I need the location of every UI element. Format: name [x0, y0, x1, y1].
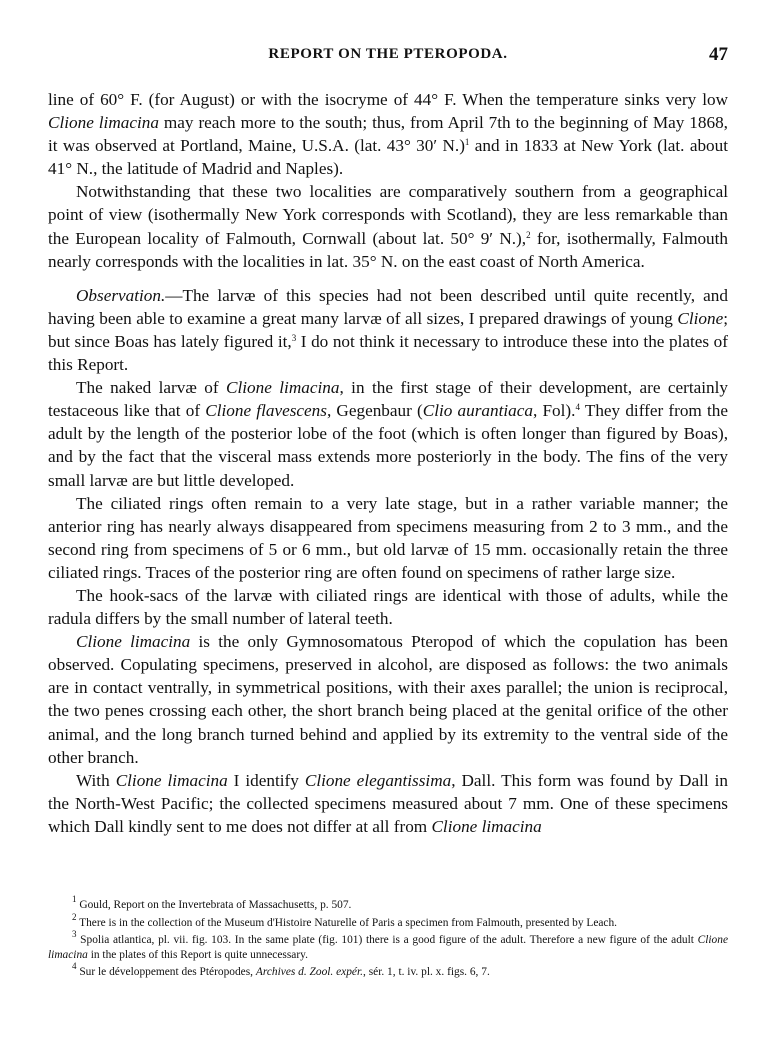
- footnote-text: There is in the collection of the Museum d'Histoire Naturelle of Paris a specimen from Falmouth, presented by Leach.: [76, 916, 618, 929]
- species-name: Clione limacina: [48, 113, 159, 133]
- species-name: Clione limacina: [48, 934, 728, 961]
- species-name: Clione limacina: [431, 816, 542, 836]
- footnotes: [48, 894, 728, 983]
- footnote-text: in the plates of this Report is quite unnecessary.: [87, 948, 308, 961]
- species-name: Clione limacina: [76, 632, 191, 652]
- text-run: line of 60° F. (for August) or with the isocryme of 44° F. When the temperature sinks very low: [48, 90, 728, 109]
- text-run: , Gegenbaur (: [326, 401, 423, 421]
- footnote-4: [48, 961, 728, 980]
- text-run: , Fol).: [532, 401, 576, 421]
- footnote-text: Spolia atlantica, pl. vii. fig. 103. In the same plate (fig. 101) there is a good figure of the adult. Therefore a new figure of the adult: [76, 934, 698, 947]
- paragraph-2: [48, 180, 728, 272]
- text-run: ; but since Boas has lately figured it,: [48, 308, 728, 351]
- paragraph-4: [48, 376, 728, 491]
- paragraph-1: [48, 88, 728, 180]
- text-run: I do not think it necessary to introduce these into the plates of this Report.: [48, 331, 728, 375]
- text-run: The naked larvæ of: [76, 378, 227, 398]
- paragraph-8: [48, 769, 728, 838]
- text-run: may reach more to the south; thus, from April 7th to the beginning of May 1868, it was observed at Portland, Maine, U.S.A. (lat. 43° 30′ N.): [48, 113, 728, 156]
- text-run: With: [76, 770, 116, 790]
- text-run: They differ from the adult by the length of the posterior lobe of the foot (which is often longer than figured by Boas), and by the fact that the visceral mass extends more posteriorly in the body. The fins of the very small larvæ are but little developed.: [48, 401, 728, 490]
- paragraph-3: [48, 284, 728, 376]
- footnote-1: [48, 894, 728, 913]
- species-name: Clione: [677, 308, 724, 328]
- page-header: [48, 44, 728, 68]
- paragraph-6: The hook-sacs of the larvæ with ciliated rings are identical with those of adults, while the radula differs by the small number of lateral teeth.: [48, 585, 728, 629]
- text-run: Notwithstanding that these two localities are comparatively southern from a geographical point of view (isothermally New York corresponds with Scotland), they are less remarkable than the European locality of Falmouth, Cornwall (about lat. 50° 9′ N.),: [48, 182, 728, 248]
- text-run: and in 1833 at New York (lat. about 41° N., the latitude of Madrid and Naples).: [48, 136, 729, 179]
- paragraph-7: [48, 630, 728, 769]
- footnote-mark: 4: [72, 961, 77, 972]
- body-text: [48, 88, 728, 838]
- footnote-mark: 1: [72, 894, 77, 904]
- text-run: for, isothermally, Falmouth nearly corresponds with the localities in lat. 35° N. on the east coast of North America.: [48, 228, 728, 271]
- footnote-ref-3: 3: [291, 332, 297, 343]
- species-name: Clione elegantissima: [304, 770, 452, 790]
- footnote-mark: 3: [72, 929, 77, 940]
- section-heading: Observation.: [76, 285, 166, 305]
- species-name: Clione limacina: [115, 770, 228, 790]
- journal-title: Archives d. Zool. expér.: [255, 966, 364, 979]
- footnote-mark: 2: [72, 911, 77, 922]
- footnote-ref-2: 2: [526, 229, 531, 240]
- text-run: , in the first stage of their development, are certainly testaceous like that of: [48, 378, 729, 421]
- footnote-ref-4: 4: [575, 402, 580, 413]
- text-run: is the only Gymnosomatous Pteropod of which the copulation has been observed. Copulating specimens, preserved in alcohol, are disposed as follows: the two animals are in contact ventrally, in symmetrical positions, with their axes parallel; the union is reciprocal, the two penes crossing each other, the short branch being placed at the genital orifice of the other animal, and the long branch turned behind and applied by its extremity to the ventral side of the other branch.: [48, 632, 728, 767]
- footnote-text: , sér. 1, t. iv. pl. x. figs. 6, 7.: [363, 966, 490, 979]
- species-name: Clione limacina: [226, 378, 340, 398]
- species-name: Clione flavescens: [205, 401, 327, 421]
- footnote-text: Gould, Report on the Invertebrata of Massachusetts, p. 507.: [76, 899, 352, 911]
- paragraph-5: The ciliated rings often remain to a very late stage, but in a rather variable manner; the anterior ring has nearly always disappeared from specimens measuring from 2 to 3 mm., and the second ring from specimens of 5 or 6 mm., but old larvæ of 15 mm. occasionally retain the three ciliated rings. Traces of the posterior ring are often found on specimens of rather large size.: [48, 493, 728, 582]
- running-title: REPORT ON THE PTEROPODA.: [268, 46, 508, 62]
- footnote-2: [48, 911, 728, 931]
- text-run: —The larvæ of this species had not been described until quite recently, and having been able to examine a great many larvæ of all sizes, I prepared drawings of young: [48, 285, 728, 328]
- footnote-ref-1: 1: [464, 137, 470, 148]
- species-name: Clio aurantiaca: [422, 401, 533, 421]
- page-number: 47: [709, 44, 728, 65]
- footnote-3: [48, 929, 728, 962]
- footnote-text: Sur le développement des Ptéropodes,: [76, 966, 256, 979]
- text-run: I identify: [227, 770, 305, 790]
- text-run: , Dall. This form was found by Dall in the North-West Pacific; the collected specimens measured about 7 mm. One of these specimens which Dall kindly sent to me does not differ at all from: [48, 770, 729, 836]
